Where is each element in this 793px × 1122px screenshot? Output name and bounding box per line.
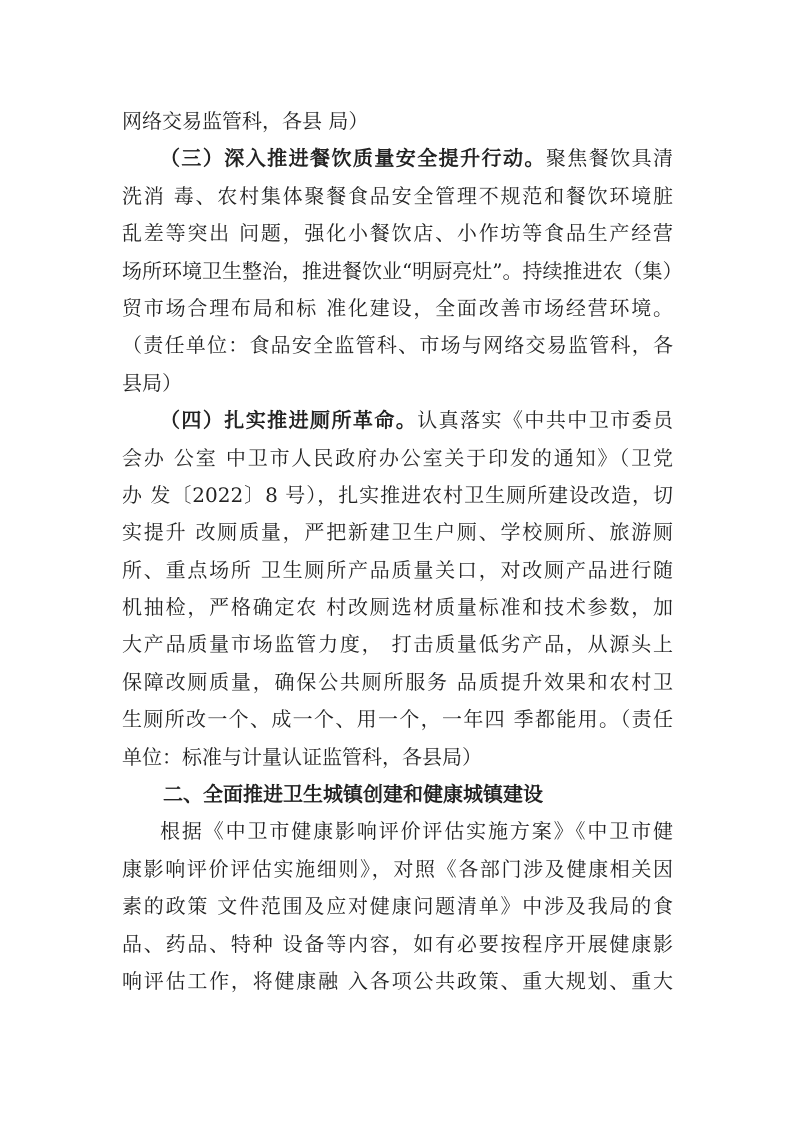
paragraph-line bbox=[122, 365, 673, 402]
paragraph-line bbox=[122, 926, 673, 963]
line-text: 大产品质量市场监管力度， 打击质量低劣产品，从源头上 bbox=[122, 632, 673, 657]
paragraph-line bbox=[122, 813, 673, 850]
paragraph-line bbox=[122, 290, 673, 327]
line-text: 乱差等突出 问题，强化小餐饮店、小作坊等食品生产经营 bbox=[122, 221, 673, 246]
paragraph-line bbox=[122, 739, 673, 776]
line-text: 县局） bbox=[122, 370, 182, 395]
paragraph-line bbox=[122, 888, 673, 925]
paragraph-line bbox=[122, 140, 673, 177]
line-text: 会办 公室 中卫市人民政府办公室关于印发的通知》（卫党 bbox=[122, 445, 673, 470]
line-text: 认真落实《中共中卫市委员 bbox=[417, 408, 674, 433]
subsection-title: （三）深入推进餐饮质量安全提升行动。 bbox=[160, 146, 546, 171]
paragraph-line bbox=[122, 103, 673, 140]
line-text: 办 发〔2022〕8 号），扎实推进农村卫生厕所建设改造，切 bbox=[122, 482, 673, 507]
line-text: 素的政策 文件范围及应对健康问题清单》中涉及我局的食 bbox=[122, 894, 673, 919]
line-text: 所、重点场所 卫生厕所产品质量关口，对改厕产品进行随 bbox=[122, 557, 673, 582]
line-text: 根据《中卫市健康影响评价评估实施方案》《中卫市健 bbox=[160, 819, 673, 844]
line-text: 贸市场合理布局和标 准化建设，全面改善市场经营环境。 bbox=[122, 295, 673, 320]
line-text: 场所环境卫生整治，推进餐饮业“明厨亮灶”。持续推进农（集） bbox=[122, 258, 683, 283]
paragraph-line bbox=[122, 477, 673, 514]
paragraph-line bbox=[122, 701, 673, 738]
document-body bbox=[122, 103, 683, 1000]
line-text: 实提升 改厕质量，严把新建卫生户厕、学校厕所、旅游厕 bbox=[122, 520, 673, 545]
paragraph-line bbox=[122, 514, 673, 551]
subsection-title: （四）扎实推进厕所革命。 bbox=[160, 408, 418, 433]
paragraph-line bbox=[122, 327, 673, 364]
line-text: 聚焦餐饮具清 bbox=[545, 146, 674, 171]
paragraph-line bbox=[122, 552, 673, 589]
line-text: 单位：标准与计量认证监管科，各县局） bbox=[122, 744, 482, 769]
line-text: 网络交易监管科，各县 局） bbox=[122, 109, 369, 133]
line-text: 响评估工作，将健康融 入各项公共政策、重大规划、重大 bbox=[122, 968, 673, 993]
section-heading bbox=[122, 776, 673, 813]
paragraph-line bbox=[122, 402, 673, 439]
line-text: 康影响评价评估实施细则》，对照《各部门涉及健康相关因 bbox=[122, 856, 673, 881]
line-text: 二、全面推进卫生城镇创建和健康城镇建设 bbox=[163, 782, 543, 807]
paragraph-line bbox=[122, 440, 673, 477]
line-text: 品、药品、特种 设备等内容，如有必要按程序开展健康影 bbox=[122, 931, 673, 956]
line-text: （责任单位：食品安全监管科、市场与网络交易监管科，各 bbox=[122, 333, 673, 358]
line-text: 机抽检，严格确定农 村改厕选材质量标准和技术参数，加 bbox=[122, 595, 673, 620]
paragraph-line bbox=[122, 215, 673, 252]
paragraph-line bbox=[122, 253, 683, 290]
paragraph-line bbox=[122, 626, 673, 663]
paragraph-line bbox=[122, 851, 673, 888]
line-text: 生厕所改一个、成一个、用一个，一年四 季都能用。（责任 bbox=[122, 707, 673, 732]
paragraph-line bbox=[122, 664, 673, 701]
line-text: 洗消 毒、农村集体聚餐食品安全管理不规范和餐饮环境脏 bbox=[122, 183, 673, 208]
paragraph-line bbox=[122, 178, 673, 215]
paragraph-line bbox=[122, 963, 673, 1000]
paragraph-line bbox=[122, 589, 673, 626]
line-text: 保障改厕质量，确保公共厕所服务 品质提升效果和农村卫 bbox=[122, 669, 673, 694]
